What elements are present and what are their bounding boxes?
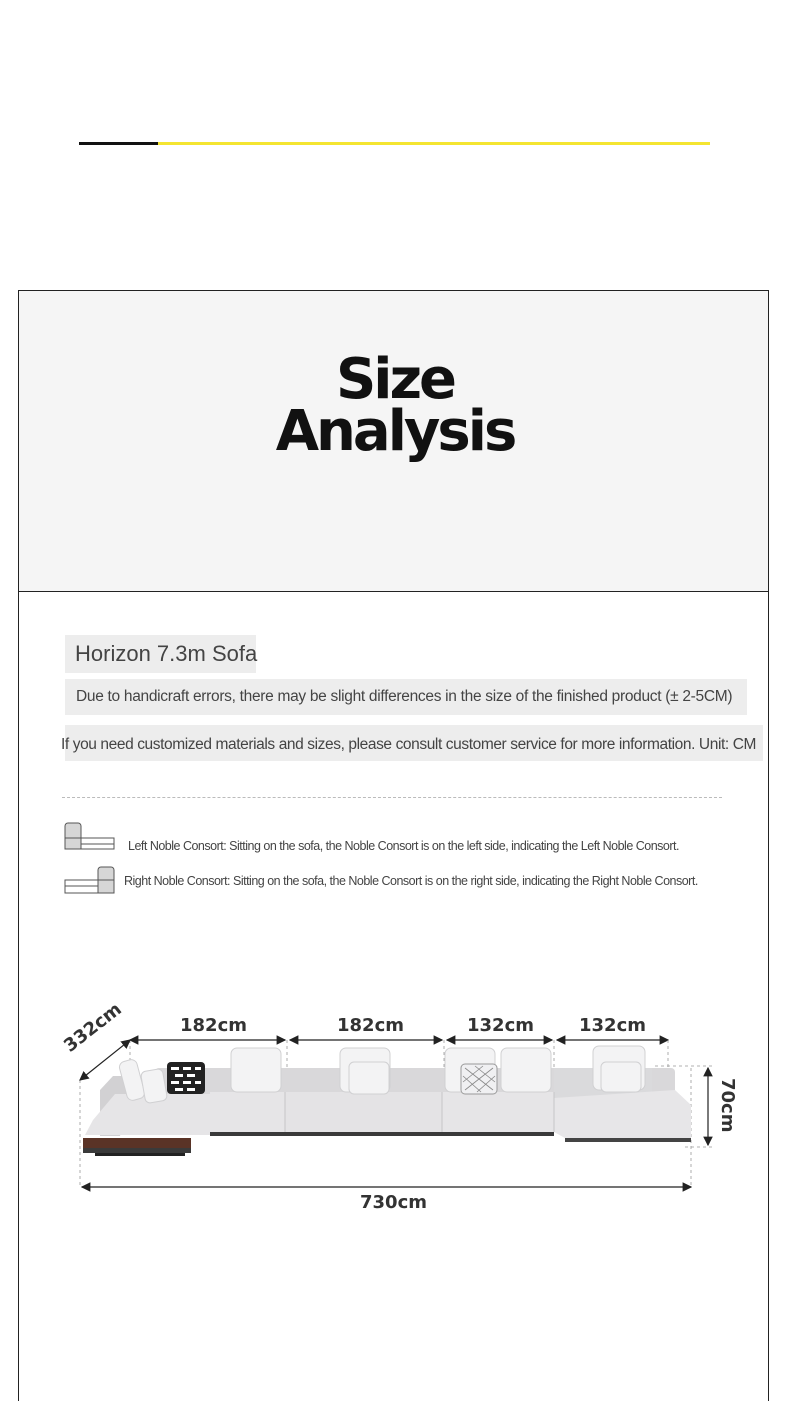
depth-label: 332cm: [60, 998, 126, 1057]
segment3-label: 132cm: [467, 1015, 534, 1036]
tolerance-note: Due to handicraft errors, there may be slight differences in the size of the finished product (± 2-5CM): [65, 679, 747, 715]
page-title-line1: Size: [335, 347, 455, 412]
page-title-line2: Analysis: [275, 399, 515, 464]
segment1-label: 182cm: [180, 1015, 247, 1036]
dashed-divider: [62, 797, 722, 798]
customization-note: If you need customized materials and sizes, please consult customer service for more information. Unit: CM: [65, 725, 763, 761]
right-consort-icon: [64, 866, 116, 896]
height-label: 70cm: [717, 1078, 738, 1133]
divider-yellow: [158, 142, 710, 145]
segment2-label: 182cm: [337, 1015, 404, 1036]
total-width-label: 730cm: [360, 1192, 427, 1213]
sofa-illustration: [83, 1046, 691, 1156]
legend-left-text: Left Noble Consort: Sitting on the sofa, the Noble Consort is on the left side, indicating the Left Noble Consort.: [128, 839, 679, 853]
product-name: Horizon 7.3m Sofa: [65, 635, 256, 673]
left-consort-icon: [64, 822, 116, 852]
segment4-label: 132cm: [579, 1015, 646, 1036]
divider-black: [79, 142, 158, 145]
legend-right-text: Right Noble Consort: Sitting on the sofa, the Noble Consort is on the right side, indicating the Right Noble Consort.: [124, 874, 698, 888]
